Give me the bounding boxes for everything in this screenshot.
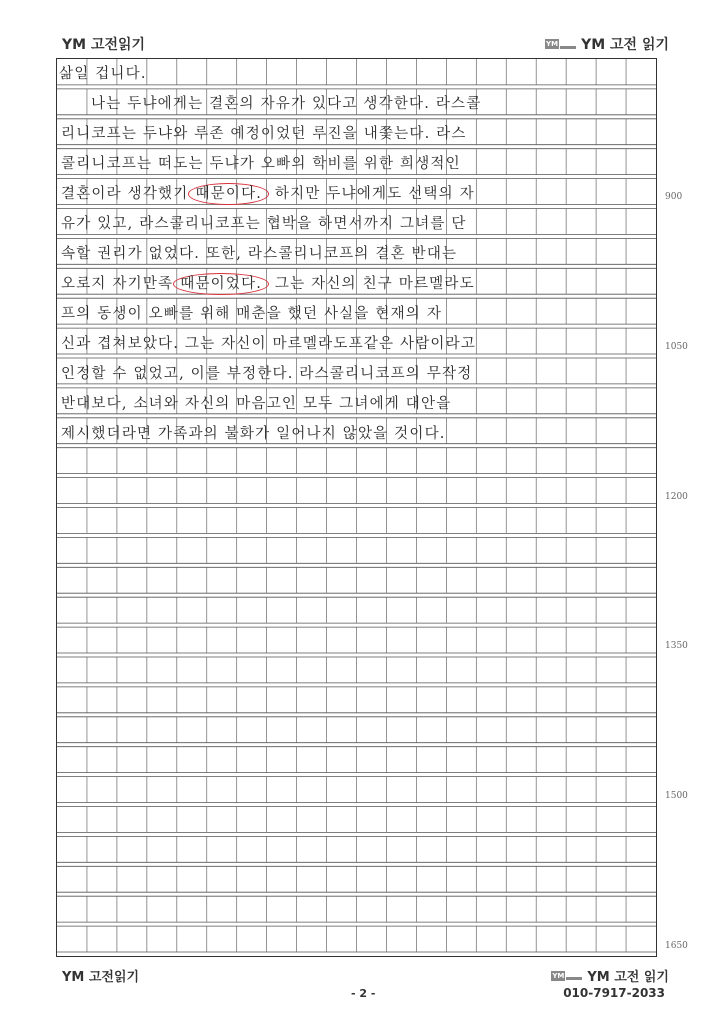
manuscript-line <box>61 302 442 323</box>
manuscript-line <box>61 122 467 143</box>
line-text-segment: 반대보다, 소녀와 자신의 마음고인 모두 그녀에게 대안을 <box>61 395 452 412</box>
line-text-segment: 하지만 두냐에게도 선택의 자 <box>269 185 475 202</box>
manuscript-line <box>61 332 476 353</box>
line-text-segment: 그는 자신의 친구 마르멜라도 <box>269 275 475 292</box>
page-number: - 2 - <box>351 987 376 1000</box>
manuscript-line <box>91 92 481 113</box>
line-text-segment: 인정할 수 없었고, 이를 부정한다. 라스콜리니코프의 무작정 <box>61 365 473 382</box>
footer-brand-left: YM 고전읽기 <box>62 970 140 985</box>
header-brand-left: YM 고전읽기 <box>62 37 146 53</box>
manuscript-line <box>61 212 467 233</box>
manuscript-line <box>59 62 147 83</box>
line-text-segment: 콜리니코프는 떠도는 두냐가 오빠의 학비를 위한 희생적인 <box>61 155 461 172</box>
manuscript-line <box>61 152 461 173</box>
circled-correction: 때문이었다. <box>173 273 269 295</box>
header-brand-right <box>545 34 669 54</box>
margin-count: 900 <box>665 191 683 202</box>
manuscript-line <box>61 422 446 443</box>
line-text-segment: 나는 두냐에게는 결혼의 자유가 있다고 생각한다. 라스콜 <box>91 95 482 112</box>
manuscript-sheet <box>56 58 657 957</box>
footer-brand-right-label: YM 고전 읽기 <box>587 970 669 985</box>
line-text-segment: 신과 겹쳐보았다. 그는 자신이 마르멜라도프같은 사람이라고 <box>61 335 477 352</box>
margin-count: 1050 <box>665 341 688 352</box>
manuscript-line <box>61 242 457 263</box>
header-brand-right-label: YM 고전 읽기 <box>581 37 669 53</box>
line-text-segment: 제시했더라면 가족과의 불화가 일어나지 않았을 것이다. <box>61 425 446 442</box>
footer-phone: 010-7917-2033 <box>563 986 665 1000</box>
line-text-segment: 유가 있고, 라스콜리니코프는 협박을 하면서까지 그녀를 단 <box>61 215 467 232</box>
margin-count: 1350 <box>665 641 688 652</box>
line-text-segment: 오로지 자기만족 <box>61 275 174 292</box>
manuscript-line <box>61 362 472 383</box>
margin-count: 1650 <box>665 941 688 951</box>
ym-logo-icon: YM <box>545 39 576 49</box>
footer-brand-right <box>551 966 669 985</box>
margin-count: 1500 <box>665 791 688 802</box>
manuscript-line <box>61 272 475 293</box>
manuscript-line <box>61 182 475 203</box>
line-text-segment: 프의 동생이 오빠를 위해 매춘을 했던 사실을 현재의 자 <box>61 305 443 322</box>
margin-count: 1200 <box>665 491 688 502</box>
line-text-segment: 결혼이라 생각했기 <box>61 185 189 202</box>
manuscript-line <box>61 392 451 413</box>
circled-correction: 때문이다. <box>188 183 269 205</box>
line-text-segment: 속할 권리가 없었다. 또한, 라스콜리니코프의 결혼 반대는 <box>61 245 458 262</box>
line-text-segment: 삶일 겁니다. <box>59 66 147 82</box>
ym-logo-icon: YM <box>551 971 582 981</box>
line-text-segment: 리니코프는 두냐와 루존 예정이었던 루진을 내쫓는다. 라스 <box>61 125 467 142</box>
